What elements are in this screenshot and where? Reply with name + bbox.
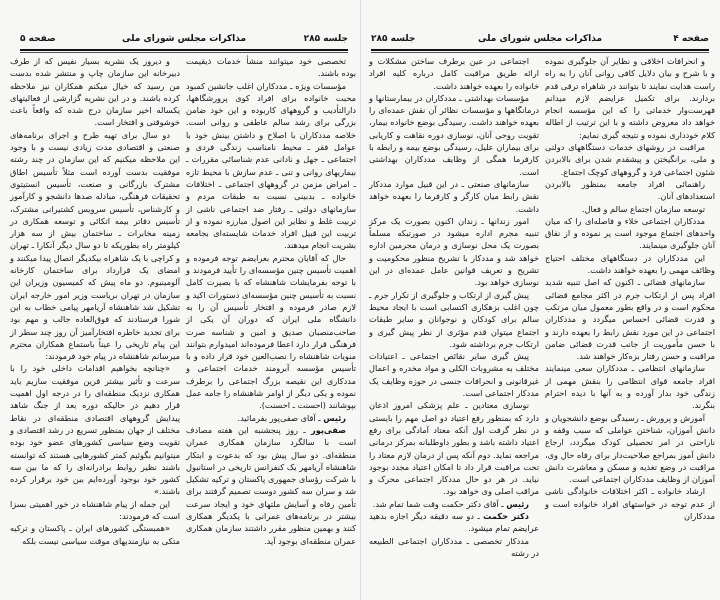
paragraph [545,203,715,215]
paragraph-text: مراقبت در روشهای خدمات دستگاههای دولتی و ملی، برانگیختن و پیشقدم شدن برای بالابردن شئون اجتماعی فرد و گروههای کوچک اجتماع. [545,142,715,177]
paragraph-text: این جمله از پیام شاهنشاه در خور اهمیتی بسزا است که فرمودند: [10,498,180,521]
paragraph-text: دو سال برای تهیه طرح و اجرای برنامه‌های صنعتی و اقتصادی مدت زیادی نیست و با وجود این ملاحظه میکنیم که این سازمان در چند رشته موفقیت بدست آورده است مثلاً تأسیس اطاق مشترک بازرگانی و صنعت، تأسیس انستیتوی تحقیقات فرهنگی، مبادله صدها دانشجو و کارآموز و کارشناس، تأسیس سرویس کشتیرانی مشترک، تأسیس دفاتر بیمه اتکائی و توسعه همکاری در زمینه مخابرات ـ ساختمان بیش از سه هزار کیلومتر راه بطوریکه تا دو سال دیگر آنکارا ـ تهران و کراچی با یک شاهراه بیکدیگر اتصال پیدا میکنند و امضای یک قرارداد برای ساختمان کارخانه آلومینیوم. دو ماه پیش که کمیسیون وزیران این سازمان در تهران بریاست وزیر امور خارجه ایران تشکیل شد شاهنشاه آریامهر پیامی خطاب به این شورا فرستادند که فوق‌العاده جالب و مهم بود برای تجدید خاطره افتخارآمیز آن روز چند سطر از این پیام تاریخی را عیناً باستماع همکاران محترم میرسانم شاهنشاه در پیام خود فرمودند: [10,129,180,362]
speaker-name: دکتر حکمت [483,510,529,521]
paragraph [545,55,715,141]
paragraph-text: مؤسسات بهداشتی ـ مددکاران در بیمارستانها و درمانگاهها و مؤسسات نظائر آن نقش عمده‌ای را بعهده خواهند داشت. رسیدگی بوضع خانواده بیمار، تقویت روحی آنان، نوسازی دوره نقاهت و کاریابی برای بیماران علیل، رسیدگی بوضع بیمه و رابطه با کارفرما همگی از وظایف مددکاران بهداشتی است. [369,92,539,177]
paragraph-text: تخصصی خود میتوانند منشأ خدمات ذیقیمت بوده باشند. [186,56,356,79]
speaker-name: رئیس [323,412,346,423]
header-rule [20,49,348,51]
paragraph [545,362,715,411]
paragraph [10,498,180,523]
paragraph [545,215,715,252]
text-column [369,55,539,559]
paragraph [545,178,715,203]
paragraph [186,80,356,252]
paragraph [186,424,356,547]
session-number: جلسه ۲۸۵ [303,34,348,44]
paragraph [545,412,715,486]
paragraph-text: ـ آقای دکتر حکمت وقت شما تمام شد. [372,498,507,509]
paragraph-text: پیش گیری سایر نقائص اجتماعی ـ اعتیادات مختلف به مشروبات الکلی و مواد مخدره و اعمال غیرقانونی و انحرافات جنسی در حوزه وظایف یک مددکار اجتماعی است. [369,351,539,399]
text-column [545,55,715,522]
paragraph-text: حال که آقایان محترم بعرایضم توجه فرموده و اهمیت تأسیس چنین مؤسسه‌ای را تأیید فرمودند و با توجه بفرمایشات شاهنشاه که با بصیرت کامل نسبت به تأسیس چنین مؤسسه‌ای دستورات اکید و لازم صادر فرموده و افتخار تأسیس آن را به دانشگاه ملی ایران که دوران آن یکی از صاحب‌منصبان صدیق و امین و شناسه صرت فرهنگی قرار دارد اعطا فرموده‌اند امیدوارم بتوانند منویات شاهنشاه را نصب‌العین خود قرار داده و با تأسیس مؤسسه آبرومند خدمات اجتماعی و مددکاری این نقیصه بزرگ اجتماعی را برطرف نموده و یکی دیگر از اوامر شاهنشاه را جامه عمل بپوشانند (احسنت ـ احسنت). [186,252,356,411]
paragraph-text: و انحرافات اخلاقی و نظایر آن جلوگیری نموده و با شرح و بیان دلایل کافی روانی آنان را به راه راست هدایت نمایند تا بتوانند در شاهراه ترقی قدم بردارند. برای تکمیل عرایضم لازم میدانم فهرست‌وار خدماتی را که این مؤسسه انجام خواهد داد معروض داشته و با این ترتیب از اطاله کلام خودداری نموده و نتیجه گیری نمایم: [545,56,715,140]
paragraph [545,141,715,178]
paragraph-text: سازمانهای انتظامی ـ مددکاران سعی مینمایند افراد جامعه قوای انتظامی را بنقش مهمی از زندگی خود بدار آورده و به آنها با دیده احترام بنگرند. [545,363,715,411]
paragraph-text: پیش گیری از ارتکاب و جلوگیری از تکرار جرم ـ چون اغلب بزهکاری اکتسابی است با ایجاد محیط سالم برای کودکان و نوجوانان و سایر طبقات اجتماع میتوان قدم مؤثری از نظر پیش گیری و ارتکاب جرم برداشته شود. [369,289,539,349]
header-rule [371,49,709,51]
paragraph [186,55,356,80]
paragraph-text: ـ آقای صفی‌پور بفرمائید. [237,412,324,423]
paragraph [186,412,356,424]
paragraph [10,522,180,547]
page-header [371,34,709,48]
speaker-name: صفی‌پور [310,424,346,435]
paragraph-text: آموزش و پرورش ـ رسیدگی بوضع دانشجویان و دانش آموزان، شناختن عواملی که سبب وقفه و ناراحتی در امر تحصیلی کودک میگردد، ارجاع دانش آموز بمراجع صلاحیت‌دار برای رفاه حال وی، مراقبت در وضع تغذیه و مسکن و معاشرت دانش آموزان از وظایف مددکاران اجتماعی است. [545,412,715,485]
publication-title: مذاکرات مجلس شورای ملی [477,34,603,44]
paragraph [369,535,539,560]
page-number: صفحه ۴ [673,34,709,44]
paragraph [369,399,539,497]
paragraph [545,252,715,277]
paragraph-text: سازمانهای صنعتی ـ در این قبیل موارد مددکار نقش رابط میان کارگر و کارفرما را بعهده خواهد داشت. [369,178,539,214]
paragraph-text: راهنمائی افراد جامعه بمنظور بالابردن استعدادهای آنان. [545,178,715,202]
paragraph [369,178,539,215]
paragraph-text: سازمانهای قضائی ـ اکنون که اصل تنبیه شدید افراد پس از ارتکاب جرم در اکثر مجامع قضائی محکوم است و در واقع بطور معمول میان مرتکب و قدرت قضائی احساس میگردد و مددکاران اجتماعی در این مورد نقش رابط را بعهده دارند و با حسن مأموریت از جانب قدرت قضائی ضامن مراقبت و حسن رفتار بزه‌کار خواهند شد. [545,277,715,362]
paragraph-text: امور زندانها ـ زندان اکنون بصورت یک مرکز تنبیه مجرم اداره میشود در صورتیکه مسلماً بصورت یک محل نوسازی و درمان مجرمین اداره خواهد شد و مددکار با تشریح منظور محکومیت و تشریح و تعریف قوانین عامل عمده‌ای در این نوسازی خواهد بود. [369,215,539,288]
paragraph [10,362,180,497]
paragraph [369,498,539,510]
paragraph-text: مددکار تخصصی ـ مددکاران اجتماعی الطبیعه در رشته [369,535,539,558]
publication-title: مذاکرات مجلس شورای ملی [121,34,247,44]
paragraph [10,129,180,363]
session-number: جلسه ۲۸۵ [371,34,416,44]
paragraph-text: «همبستگی کشورهای ایران ـ پاکستان و ترکیه متکی به نیازمندیهای موقت سیاسی نیست بلکه [10,523,180,546]
paragraph [10,55,180,129]
paragraph-text: مؤسسات ویژه ـ مددکاران اغلب جانشین کمبود محبت خانواده برای افراد کوی پرورشگاهها، دارالتأدیب و گروههای کاربوده و این خود ضامن بزرگی برای رشد سالم عاطفی و روانی است. خلاصه مددکاران با اصلاح و داشتن بینش خود با عوامل فقر ـ محیط نامناسب زندگی فردی و اجتماعی ـ جهل و نادانی عدم شناسائی مقررات ـ بیماریهای روانی و تنی ـ عدم سازش با محیط تازه ـ امراض مزمن در گروههای اجتماعی ـ اختلافات خانواده ـ بدبینی نسبت به طبقات مردم و سازمانهای دولتی ـ رفتار ضد اجتماعی ناشی از تربیت غلط و نظایر این اصول مبارزه نموده و از تربیت این قبیل افراد خدمات شایسته‌ای بجامعه بشریت انجام میدهند. [186,80,356,251]
page-header [20,34,348,48]
paragraph [369,55,539,92]
paragraph [369,350,539,399]
paragraph [545,485,715,522]
paragraph [369,289,539,350]
paragraph [369,510,539,535]
paragraph-text: اجتماعی در عین برطرف ساختن مشکلات و ارائه طریق مراقبت کامل درباره کلیه افراد خانواده را بعهده خواهند داشت. [369,56,539,91]
paragraph-text: نوسازی معتادین ـ علم پزشکی امروز اذعان دارد که بمنظور رفع اعتیاد دو اصل مهم را بایستی در نظر گرفت اول آنکه معتاد آمادگی برای رفع اعتیاد داشته باشد و بطور داوطلبانه بمرکز درمانی مراجعه نماید. دوم آنکه پس از درمان لازم معتاد را تحت مراقبت قرار داد تا امکان اعتیاد مجدد بوجود نیاید. در هر دو حال مددکار اجتماعی محرک و مراقب اصلی وی خواهد بود. [369,400,539,497]
paragraph-text: این مددکاران در دستگاههای مختلف احتیاج وظائف مهمی را بعهده خواهند داشت. [545,252,715,276]
paragraph-text: ـ دو سه دقیقه دیگر اجازه بدهید عرایضم تمام میشود. [369,510,539,534]
paragraph-text: و دیروز یک نشریه بسیار نفیس که از طرف دبیرخانه این سازمان چاپ و منتشر شده بدست من رسید که خیال میکنم همکاران نیز ملاحظه کرده باشند. و در این نشریه گزارشی از فعالیتهای یکساله اخیر سازمان درج شده که واقعاً باعث خوشوقتی و افتخار است. [10,56,180,128]
speaker-name: رئیس [506,498,529,509]
paragraph-text: ارشاد خانواده ـ اکثر اختلافات خانوادگی ناشی از عدم توجه در خواستهای افراد خانواده است و مددکاران [545,486,715,521]
text-column [186,55,356,547]
paragraph-text: «چنانچه بخواهیم اقدامات داخلی خود را با سرعت و تأثیر بیشتر قرین موفقیت سازیم باید همکاری نزدیک منطقه‌ای را در درجه اول اهمیت قرار دهیم در حالیکه دوره بعد از جنگ شاهد پیدایش گروههای اقتصادی منطقه‌ای در نقاط مختلف از جهان بمنظور تسریع در رشد اقتصادی و تقویت وضع سیاسی کشورهای عضو خود بوده میتوانیم بگوئیم کمتر کشورهایی هستند که توانسته باشند نظیر روابط برادرانه‌ای را که ما بین سه کشور خود بوجود آورده‌ایم بین خود برقرار کرده باشند.» [10,363,180,497]
paragraph-text: توسعه سازمان اجتماع سالم و فعال. [581,203,705,214]
paragraph [369,215,539,289]
paragraph [369,92,539,178]
paragraph-text: مددکاران اجتماعی خلاء و فاصله‌ای را که میان واحدهای اجتماع موجود است پر نموده و از نفاق آنان جلوگیری مینمایند. [545,215,715,251]
paragraph [545,276,715,362]
text-column [10,55,180,547]
page-right [360,0,720,600]
page-number: صفحه ۵ [20,34,56,44]
paragraph [186,252,356,412]
paragraph-text: ـ روز پنجشنبه این هفته مصادف است با سالگرد سازمان همکاری عمران منطقه‌ای. دو سال پیش بود که بدعوت و ابتکار شاهنشاه آریامهر یک کنفرانس تاریخی در استانبول با شرکت رؤسای جمهوری پاکستان و ترکیه تشکیل شد و سران سه کشور دوست تصمیم گرفتند برای تأمین رفاه و آسایش ملتهای خود و ایجاد سرعت بیشتر در برنامه‌های عمرانی با یکدیگر همکاری کنند و بهمین منظور مقرر داشتند سازمان همکاری عمران منطقه‌ای بوجود آید. [186,424,356,546]
